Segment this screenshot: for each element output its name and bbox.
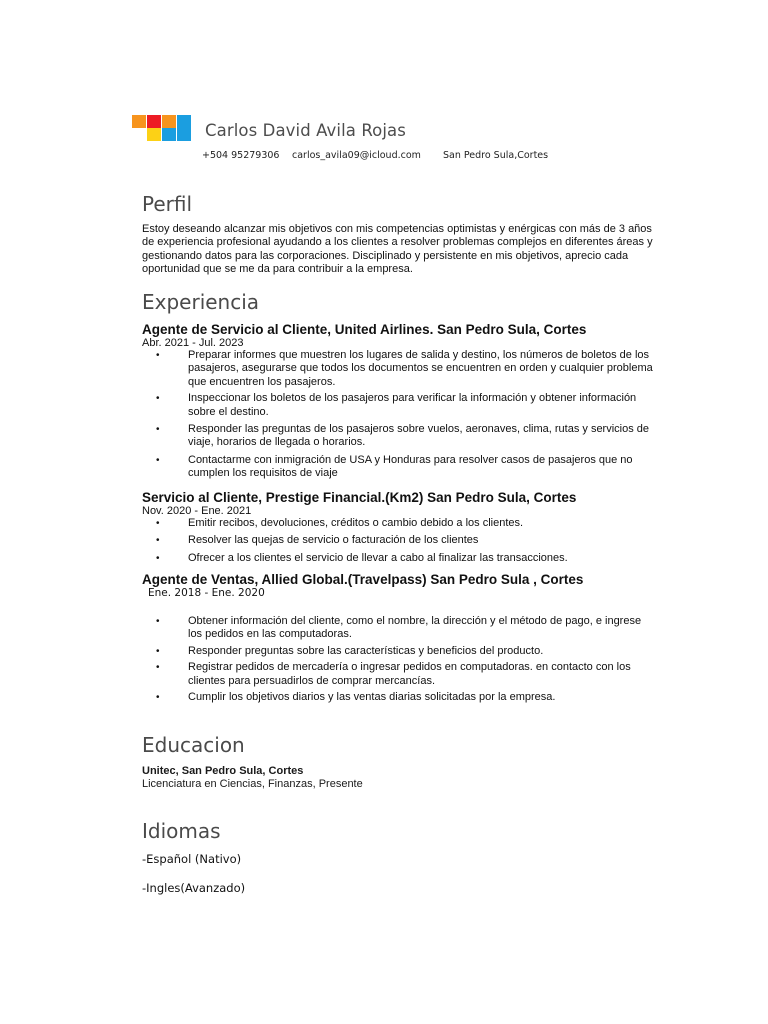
- duty-item: • Contactarme con inmigración de USA y Honduras para resolver casos de pasajeros que no cumplen los requisitos de viaje: [142, 454, 658, 481]
- logo-square-yellow: [147, 128, 161, 141]
- job-entry: [142, 490, 702, 565]
- email-address: carlos_avila09@icloud.com: [292, 150, 421, 161]
- logo-square-blue-1: [177, 115, 191, 128]
- duty-item: • Emitir recibos, devoluciones, créditos o cambio debido a los clientes.: [142, 517, 658, 530]
- full-name: Carlos David Avila Rojas: [205, 121, 406, 140]
- job-dates: Ene. 2018 - Ene. 2020: [148, 587, 265, 599]
- duty-item: • Cumplir los objetivos diarios y las ventas diarias solicitadas por la empresa.: [142, 691, 658, 704]
- education-degree: Licenciatura en Ciencias, Finanzas, Presente: [142, 778, 363, 790]
- job-duties: [142, 349, 702, 481]
- phone-number: +504 95279306: [202, 150, 280, 161]
- section-heading-experience: Experiencia: [142, 290, 260, 314]
- duty-item: • Responder las preguntas de los pasajeros sobre vuelos, aeronaves, clima, rutas y servicios de viaje, horarios de llegada o horarios.: [142, 423, 658, 450]
- logo-square-orange-1: [132, 115, 146, 128]
- logo-square-red: [147, 115, 161, 128]
- duty-item: • Obtener información del cliente, como el nombre, la dirección y el método de pago, e ingrese los pedidos en las computadoras.: [142, 615, 658, 642]
- job-title: Servicio al Cliente, Prestige Financial.(Km2) San Pedro Sula, Cortes: [142, 490, 577, 505]
- job-dates: Nov. 2020 - Ene. 2021: [142, 505, 252, 517]
- profile-text: Estoy deseando alcanzar mis objetivos con mis competencias optimistas y enérgicas con más de 3 años de experiencia profesional ayudando a los clientes a resolver problemas complejos en diferentes áreas y gestionando datos para las corporaciones. Disciplinado y persistente en mis objetivos, aprecio cada oportunidad que se me da para contribuir a la empresa.: [142, 223, 653, 276]
- duty-item: • Inspeccionar los boletos de los pasajeros para verificar la información y obtener información sobre el destino.: [142, 392, 658, 419]
- duty-item: • Registrar pedidos de mercadería o ingresar pedidos en computadoras. en contacto con los clientes para persuadirlos de comprar mercancías.: [142, 661, 658, 688]
- job-dates: Abr. 2021 - Jul. 2023: [142, 337, 244, 349]
- logo-square-orange-2: [162, 115, 176, 128]
- section-heading-profile: Perfil: [142, 192, 193, 216]
- language-item: -Ingles(Avanzado): [142, 881, 246, 895]
- job-title: Agente de Servicio al Cliente, United Airlines. San Pedro Sula, Cortes: [142, 322, 587, 337]
- location: San Pedro Sula,Cortes: [443, 150, 549, 161]
- education-school: Unitec, San Pedro Sula, Cortes: [142, 765, 304, 777]
- duty-item: • Resolver las quejas de servicio o facturación de los clientes: [142, 534, 658, 547]
- logo-square-blue-2: [162, 128, 176, 141]
- logo-blocks: [132, 115, 192, 142]
- duty-item: • Ofrecer a los clientes el servicio de llevar a cabo al finalizar las transacciones.: [142, 552, 658, 565]
- duty-item: • Responder preguntas sobre las características y beneficios del producto.: [142, 645, 658, 658]
- duty-item: • Preparar informes que muestren los lugares de salida y destino, los números de boletos de los pasajeros, asegurarse que todos los documentos se encuentren en orden y cualquier problema que encuentren los pasajeros.: [142, 349, 658, 389]
- job-duties: [142, 615, 702, 704]
- logo-square-blue-3: [177, 128, 191, 141]
- job-duties: [142, 517, 702, 565]
- language-item: -Español (Nativo): [142, 852, 242, 866]
- section-heading-education: Educacion: [142, 733, 245, 757]
- section-heading-languages: Idiomas: [142, 819, 221, 843]
- job-entry: [142, 322, 702, 481]
- job-entry: [142, 572, 702, 704]
- job-title: Agente de Ventas, Allied Global.(Travelpass) San Pedro Sula , Cortes: [142, 572, 584, 587]
